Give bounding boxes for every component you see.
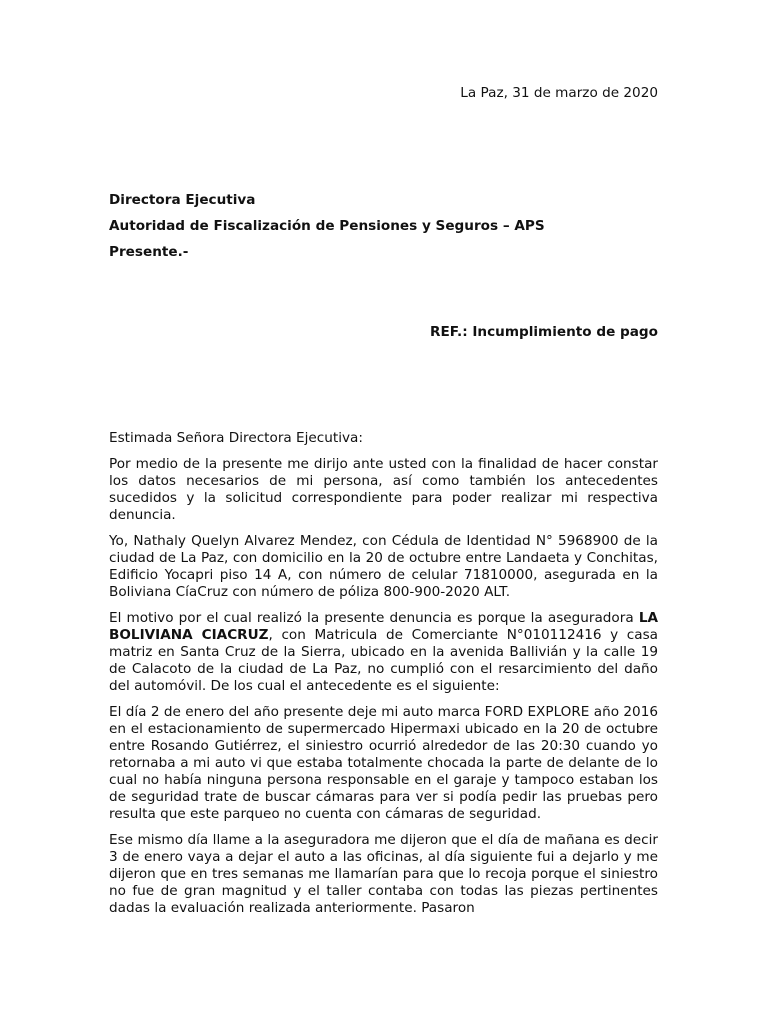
reference-line: REF.: Incumplimiento de pago xyxy=(429,324,658,340)
paragraph-motive-rest: , con Matricula de Comerciante N°010112416 y casa matriz en Santa Cruz de la Sierra, ubicado en la avenida Ballivián y la calle 19 de Calacoto de la ciudad de La Paz, no cumplió con el resarcimiento del daño del automóvil. De los cual el antecedente es el siguiente: xyxy=(109,627,658,694)
date-line: La Paz, 31 de marzo de 2020 xyxy=(460,85,658,101)
paragraph-identity: Yo, Nathaly Quelyn Alvarez Mendez, con Cédula de Identidad N° 5968900 de la ciudad de La Paz, con domicilio en la 20 de octubre entre Landaeta y Conchitas, Edificio Yocapri piso 14 A, con número de celular 71810000, asegurada en la Boliviana CíaCruz con número de póliza 800-900-2020 ALT. xyxy=(109,533,658,600)
company-name: LA BOLIVIANA CIACRUZ xyxy=(109,610,658,643)
recipient-presente: Presente.- xyxy=(109,244,189,260)
recipient-title: Directora Ejecutiva xyxy=(109,192,256,208)
recipient-organization: Autoridad de Fiscalización de Pensiones y Seguros – APS xyxy=(109,218,545,234)
paragraph-motive-intro: El motivo por el cual realizó la presente denuncia es porque la aseguradora xyxy=(109,610,634,626)
recipient-block xyxy=(109,192,658,270)
letter-body xyxy=(109,430,658,926)
paragraph-incident: El día 2 de enero del año presente deje mi auto marca FORD EXPLORE año 2016 en el estacionamiento de supermercado Hipermaxi ubicado en la 20 de octubre entre Rosando Gutiérrez, el siniestro ocurrió alrededor de las 20:30 cuando yo retornaba a mi auto vi que estaba totalmente chocada la parte de delante de lo cual no había ninguna persona responsable en el garaje y tampoco estaban los de seguridad trate de buscar cámaras para ver si podía pedir las pruebas pero resulta que este parqueo no cuenta con cámaras de seguridad. xyxy=(109,704,658,822)
paragraph-intro: Por medio de la presente me dirijo ante usted con la finalidad de hacer constar los datos necesarios de mi persona, así como también los antecedentes sucedidos y la solicitud correspondiente para poder realizar mi respectiva denuncia. xyxy=(109,456,658,523)
paragraph-motive xyxy=(109,610,658,695)
greeting: Estimada Señora Directora Ejecutiva: xyxy=(109,430,363,446)
paragraph-followup: Ese mismo día llame a la aseguradora me dijeron que el día de mañana es decir 3 de enero vaya a dejar el auto a las oficinas, al día siguiente fui a dejarlo y me dijeron que en tres semanas me llamarían para que lo recoja porque el siniestro no fue de gran magnitud y el taller contaba con todas las piezas pertinentes dadas la evaluación realizada anteriormente. Pasaron xyxy=(109,832,658,916)
